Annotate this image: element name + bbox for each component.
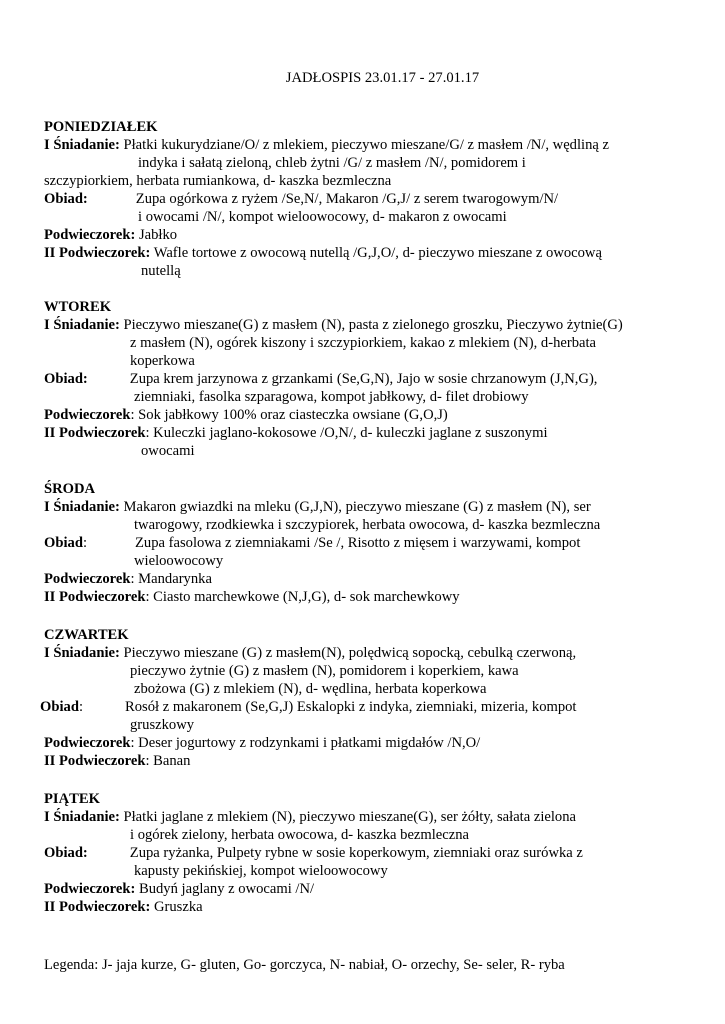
menu-line: I Śniadanie: Płatki jaglane z mlekiem (N), pieczywo mieszane(G), ser żółty, sałata zielona <box>44 809 576 825</box>
menu-line: I Śniadanie: Pieczywo mieszane (G) z masłem(N), polędwicą sopocką, cebulką czerwoną, <box>44 645 577 661</box>
menu-line: i ogórek zielony, herbata owocowa, d- kaszka bezmleczna <box>130 827 470 843</box>
menu-line: I Śniadanie: Pieczywo mieszane(G) z masłem (N), pasta z zielonego groszku, Pieczywo żytnie(G) <box>44 317 623 333</box>
menu-line: II Podwieczorek: Kuleczki jaglano-kokosowe /O,N/, d- kuleczki jaglane z suszonymi <box>44 425 548 441</box>
menu-line: II Podwieczorek: Ciasto marchewkowe (N,J,G), d- sok marchewkowy <box>44 589 460 605</box>
day-heading: PIĄTEK <box>44 791 100 807</box>
allergen-legend: Legenda: J- jaja kurze, G- gluten, Go- gorczyca, N- nabiał, O- orzechy, Se- seler, R- ryba <box>44 957 565 973</box>
menu-line: Podwieczorek: Deser jogurtowy z rodzynkami i płatkami migdałów /N,O/ <box>44 735 481 751</box>
day-heading: PONIEDZIAŁEK <box>44 119 158 135</box>
menu-line: Podwieczorek: Budyń jaglany z owocami /N/ <box>44 881 315 897</box>
day-tuesday <box>44 298 684 460</box>
menu-line: II Podwieczorek: Banan <box>44 753 191 769</box>
menu-line: wieloowocowy <box>134 553 224 569</box>
menu-line: I Śniadanie: Płatki kukurydziane/O/ z mlekiem, pieczywo mieszane/G/ z masłem /N/, wędliną z <box>44 137 609 153</box>
menu-line: Podwieczorek: Jabłko <box>44 227 178 243</box>
menu-line: Obiad: Rosół z makaronem (Se,G,J) Eskalopki z indyka, ziemniaki, mizeria, kompot <box>40 699 577 715</box>
menu-line: Podwieczorek: Sok jabłkowy 100% oraz ciasteczka owsiane (G,O,J) <box>44 407 448 423</box>
day-friday <box>44 790 684 916</box>
menu-line: Podwieczorek: Mandarynka <box>44 571 212 587</box>
menu-line: ziemniaki, fasolka szparagowa, kompot jabłkowy, d- filet drobiowy <box>134 389 529 405</box>
menu-line: gruszkowy <box>130 717 195 733</box>
menu-line: twarogowy, rzodkiewka i szczypiorek, herbata owocowa, d- kaszka bezmleczna <box>134 517 601 533</box>
menu-line: II Podwieczorek: Gruszka <box>44 899 203 915</box>
menu-line: I Śniadanie: Makaron gwiazdki na mleku (G,J,N), pieczywo mieszane (G) z masłem (N), ser <box>44 499 591 515</box>
menu-line: owocami <box>141 443 195 459</box>
menu-line: pieczywo żytnie (G) z masłem (N), pomidorem i koperkiem, kawa <box>130 663 519 679</box>
day-wednesday <box>44 480 684 606</box>
menu-line: kapusty pekińskiej, kompot wieloowocowy <box>134 863 388 879</box>
menu-line: Obiad: Zupa fasolowa z ziemniakami /Se /, Risotto z mięsem i warzywami, kompot <box>44 535 581 551</box>
page-title: JADŁOSPIS 23.01.17 - 27.01.17 <box>285 70 480 86</box>
day-heading: CZWARTEK <box>44 627 129 643</box>
menu-line: Obiad: Zupa ryżanka, Pulpety rybne w sosie koperkowym, ziemniaki oraz surówka z <box>44 845 583 861</box>
menu-line: zbożowa (G) z mlekiem (N), d- wędlina, herbata koperkowa <box>134 681 487 697</box>
menu-line: Obiad: Zupa ogórkowa z ryżem /Se,N/, Makaron /G,J/ z serem twarogowym/N/ <box>44 191 559 207</box>
menu-line: koperkowa <box>130 353 195 369</box>
menu-line: Obiad: Zupa krem jarzynowa z grzankami (Se,G,N), Jajo w sosie chrzanowym (J,N,G), <box>44 371 598 387</box>
day-heading: WTOREK <box>44 299 112 315</box>
menu-line: II Podwieczorek: Wafle tortowe z owocową nutellą /G,J,O/, d- pieczywo mieszane z owocową <box>44 245 602 261</box>
day-thursday <box>40 626 684 770</box>
menu-line: nutellą <box>141 263 181 279</box>
menu-line: indyka i sałatą zieloną, chleb żytni /G/ z masłem /N/, pomidorem i <box>138 155 526 171</box>
day-monday <box>44 118 684 280</box>
day-heading: ŚRODA <box>44 481 96 497</box>
menu-line: szczypiorkiem, herbata rumiankowa, d- kaszka bezmleczna <box>44 173 392 189</box>
menu-line: z masłem (N), ogórek kiszony i szczypiorkiem, kakao z mlekiem (N), d-herbata <box>130 335 597 351</box>
menu-line: i owocami /N/, kompot wieloowocowy, d- makaron z owocami <box>138 209 507 225</box>
